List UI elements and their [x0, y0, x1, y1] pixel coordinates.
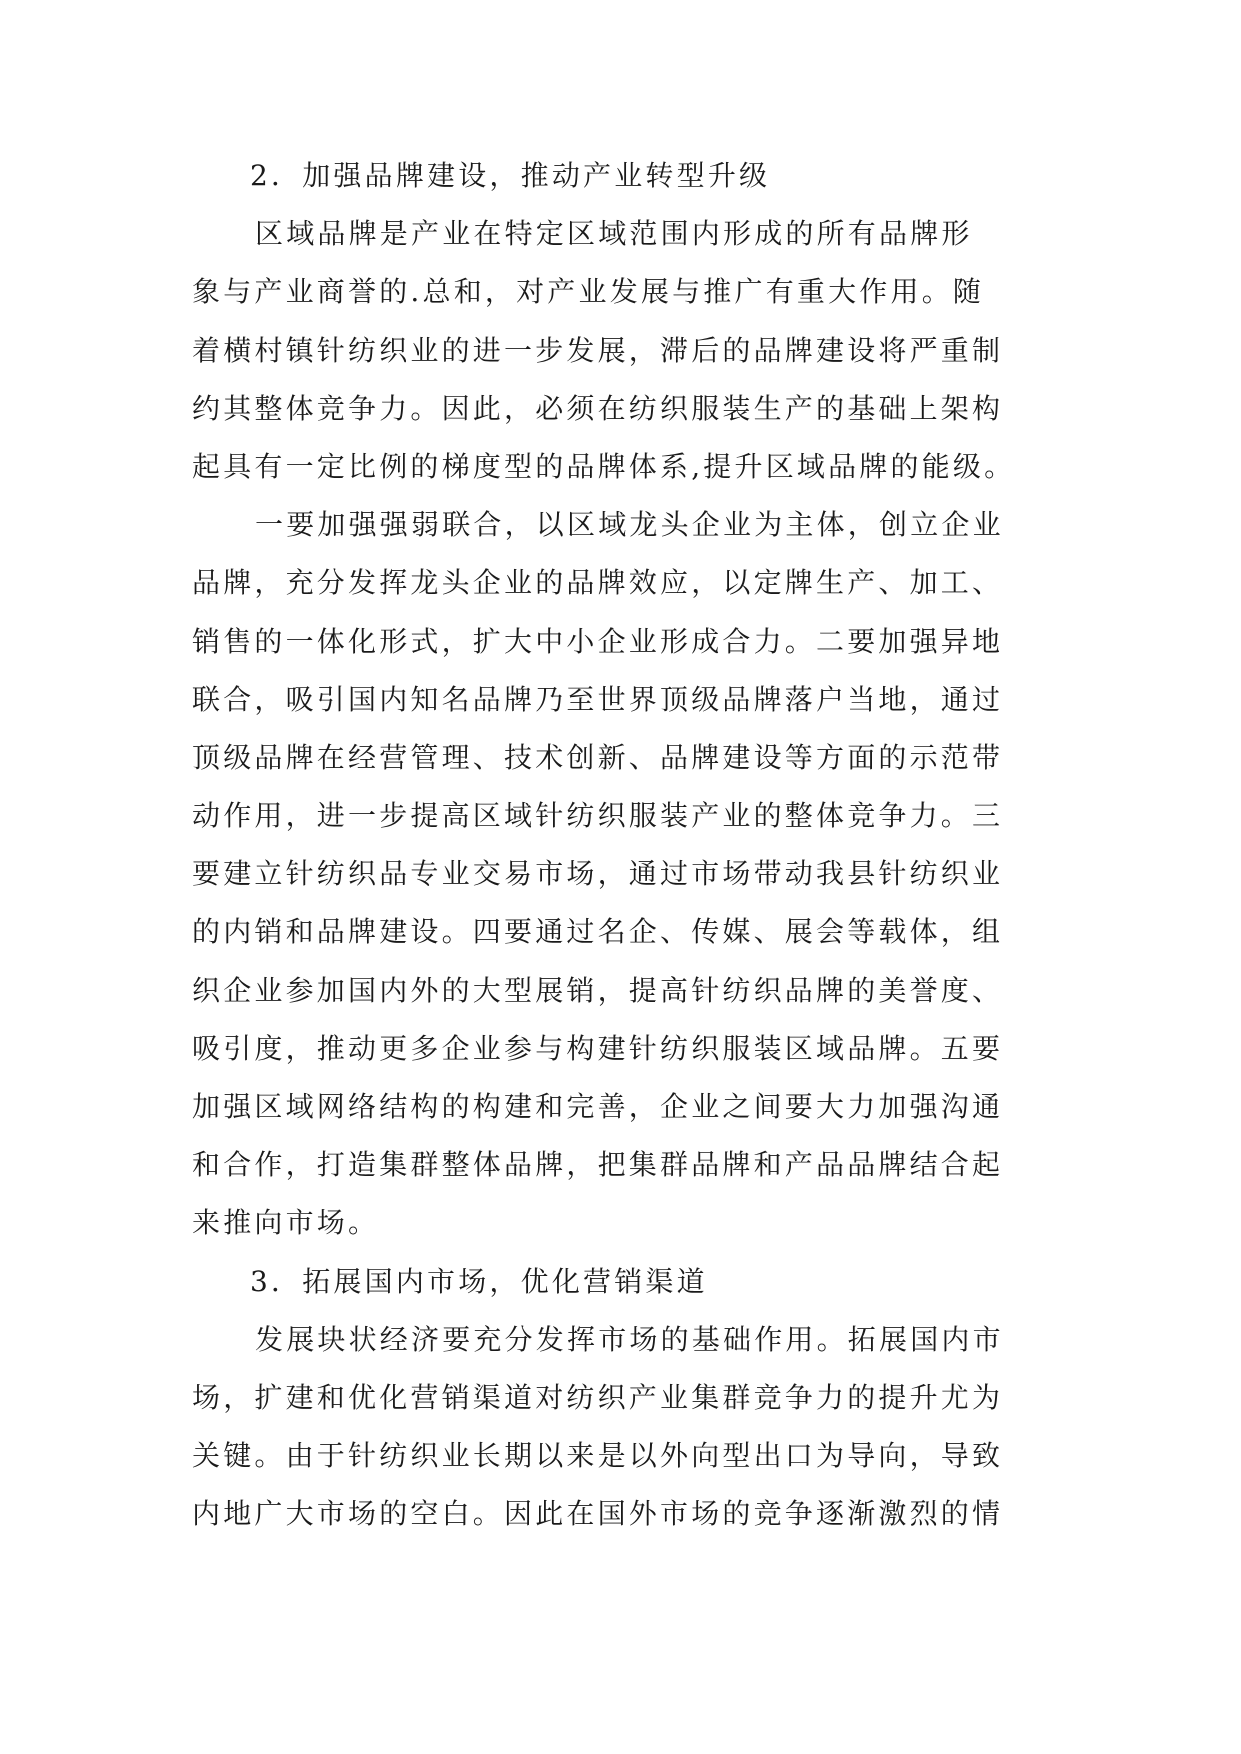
paragraph-2 [192, 496, 1052, 1252]
section-heading-3: 3．拓展国内市场，优化营销渠道 [250, 1264, 708, 1298]
paragraph-line: 一要加强强弱联合，以区域龙头企业为主体，创立企业 [255, 508, 1004, 542]
paragraph-line: 要建立针纺织品专业交易市场，通过市场带动我县针纺织业 [192, 857, 1004, 891]
paragraph-line: 内地广大市场的空白。因此在国外市场的竞争逐渐激烈的情 [192, 1497, 1004, 1531]
paragraph-3 [192, 1311, 1052, 1544]
paragraph-line: 品牌，充分发挥龙头企业的品牌效应，以定牌生产、加工、 [192, 566, 1004, 600]
paragraph-line: 吸引度，推动更多企业参与构建针纺织服装区域品牌。五要 [192, 1031, 1004, 1065]
paragraph-line: 织企业参加国内外的大型展销，提高针纺织品牌的美誉度、 [192, 973, 1004, 1007]
paragraph-line: 顶级品牌在经营管理、技术创新、品牌建设等方面的示范带 [192, 740, 1004, 774]
paragraph-line: 着横村镇针纺织业的进一步发展，滞后的品牌建设将严重制 [192, 333, 1004, 367]
section-heading-2: 2．加强品牌建设，推动产业转型升级 [250, 159, 771, 192]
paragraph-line: 动作用，进一步提高区域针纺织服装产业的整体竞争力。三 [192, 799, 1004, 833]
paragraph-line: 加强区域网络结构的构建和完善，企业之间要大力加强沟通 [192, 1090, 1004, 1123]
paragraph-line: 发展块状经济要充分发挥市场的基础作用。拓展国内市 [255, 1322, 1004, 1356]
paragraph-line: 联合，吸引国内知名品牌乃至世界顶级品牌落户当地，通过 [192, 682, 1004, 716]
paragraph-1 [192, 205, 1052, 496]
paragraph-line: 约其整体竞争力。因此，必须在纺织服装生产的基础上架构 [192, 391, 1004, 425]
paragraph-line: 和合作，打造集群整体品牌，把集群品牌和产品品牌结合起 [192, 1148, 1004, 1182]
paragraph-line: 来推向市场。 [192, 1206, 380, 1240]
paragraph-line: 销售的一体化形式，扩大中小企业形成合力。二要加强异地 [192, 624, 1004, 658]
paragraph-line: 起具有一定比例的梯度型的品牌体系,提升区域品牌的能级。 [192, 449, 1016, 483]
paragraph-line: 关键。由于针纺织业长期以来是以外向型出口为导向，导致 [192, 1439, 1004, 1473]
paragraph-line: 象与产业商誉的.总和，对产业发展与推广有重大作用。随 [192, 275, 985, 309]
paragraph-line: 场，扩建和优化营销渠道对纺织产业集群竞争力的提升尤为 [192, 1380, 1004, 1414]
paragraph-line: 的内销和品牌建设。四要通过名企、传媒、展会等载体，组 [192, 915, 1004, 949]
paragraph-line: 区域品牌是产业在特定区域范围内形成的所有品牌形 [255, 217, 973, 251]
document-page [192, 147, 1052, 1544]
